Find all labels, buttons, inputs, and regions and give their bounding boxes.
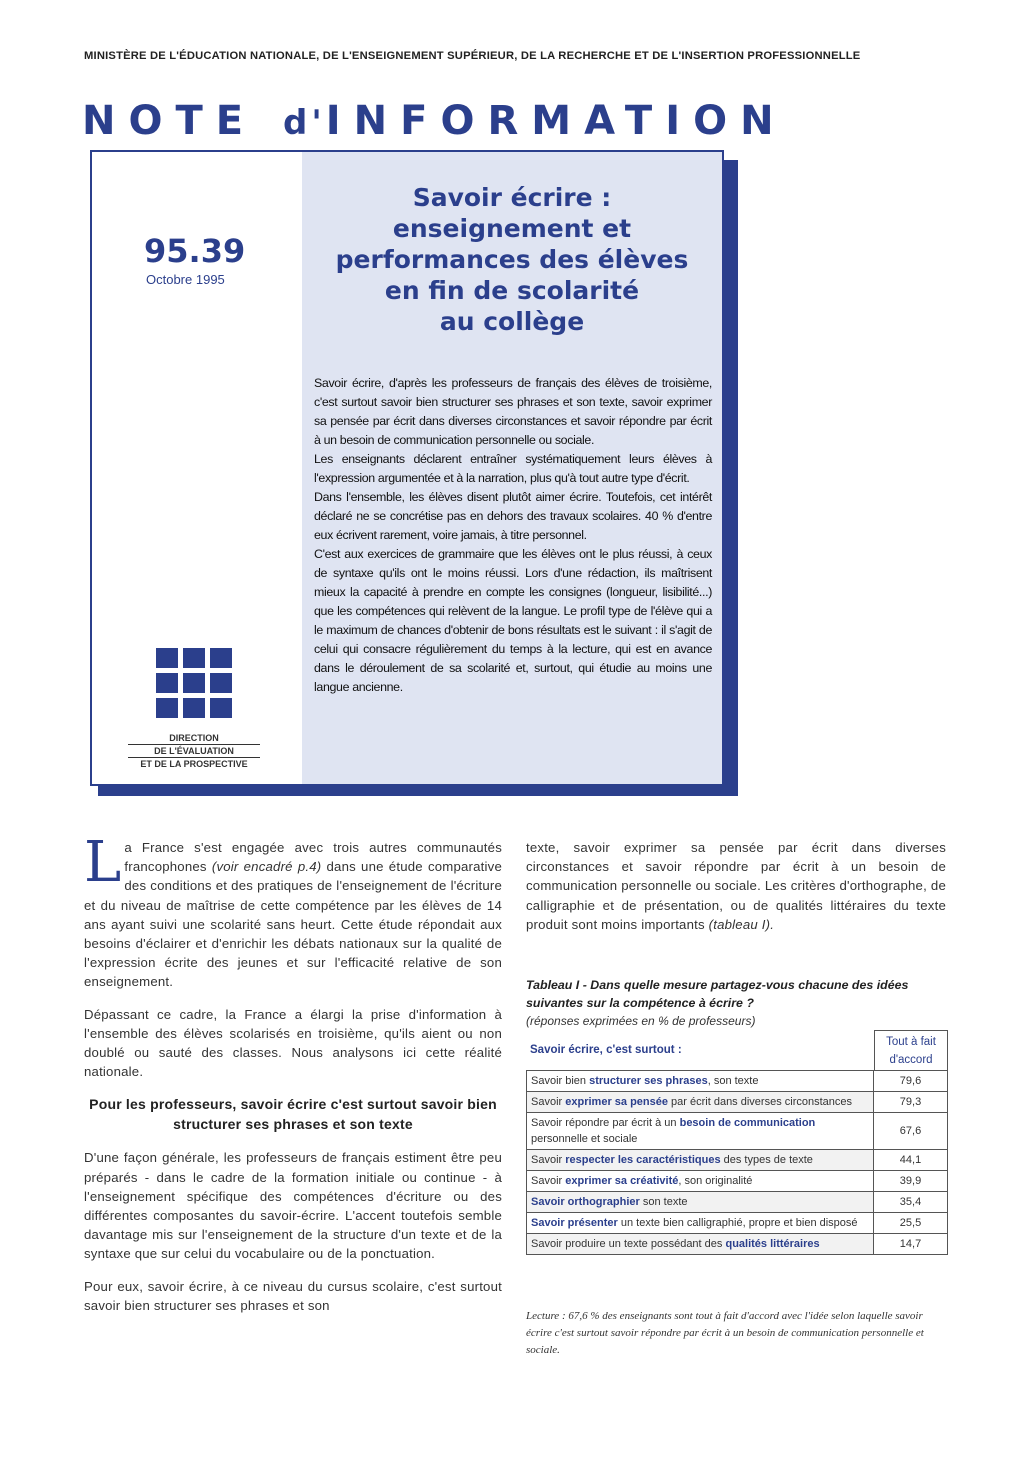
table-row	[526, 1171, 948, 1192]
table-row	[526, 1234, 948, 1255]
cover-box	[90, 150, 724, 786]
title-line: enseignement et	[392, 214, 632, 243]
department-line: DIRECTION	[128, 732, 260, 745]
table-body	[526, 1070, 948, 1255]
dep-logo	[156, 648, 232, 720]
column-header-line: Tout à fait	[886, 1036, 936, 1048]
column-header-line: d'accord	[889, 1054, 933, 1066]
cell-text: Savoir bien	[531, 1075, 590, 1087]
department-name	[128, 732, 260, 770]
body-paragraph	[526, 838, 946, 934]
table-cell-label	[527, 1213, 874, 1233]
cell-text: , son originalité	[678, 1175, 753, 1187]
table-cell-label	[527, 1113, 874, 1149]
table-cell-value: 14,7	[899, 1238, 922, 1250]
table-subtitle: (réponses exprimées en % de professeurs)	[526, 1014, 756, 1028]
masthead-note: NOTE	[82, 98, 257, 144]
cell-text: un texte bien calligraphié, propre et bien disposé	[617, 1217, 858, 1229]
table-row	[526, 1192, 948, 1213]
cell-highlight: structurer ses phrases	[589, 1075, 708, 1087]
table-cell-value: 39,9	[899, 1175, 922, 1187]
cell-text: Savoir	[531, 1175, 566, 1187]
table-cell-label	[527, 1171, 874, 1191]
table-reference: (tableau I).	[708, 916, 775, 932]
table-row	[526, 1150, 948, 1171]
table-cell-value: 79,3	[899, 1096, 922, 1108]
table-cell-label	[527, 1092, 874, 1112]
table-cell-value: 35,4	[899, 1196, 922, 1208]
body-text: texte, savoir exprimer sa pensée par écrit dans diverses circonstances et savoir répondre par écrit à un besoin de communication personnelle ou sociale. Les critères d'orthographe, de calligraphie et de présentation, ou de qualités littéraires du texte produit sont moins importants	[526, 840, 946, 932]
summary	[314, 374, 712, 697]
cell-text: personnelle et sociale	[531, 1133, 638, 1145]
cell-text: son texte	[639, 1196, 688, 1208]
note-number: 95.39	[144, 232, 246, 270]
body-paragraph: D'une façon générale, les professeurs de français estiment être peu préparés - dans le cadre de la formation initiale ou continue - à l'enseignement spécifique des compétences d'écriture ou des différentes composantes du savoir-écrire. L'accent toutefois semble davantage mis sur l'enseignement de la structure d'un texte et de la syntaxe que sur celui du vocabulaire ou de la ponctuation.	[84, 1150, 502, 1262]
title-line: en fin de scolarité	[384, 276, 640, 305]
ministry-header: MINISTÈRE DE L'ÉDUCATION NATIONALE, DE L'ENSEIGNEMENT SUPÉRIEUR, DE LA RECHERCHE ET DE L'INSERTION PROFESSIONNELLE	[84, 50, 861, 62]
cell-text: Savoir répondre par écrit à un	[531, 1117, 680, 1129]
masthead-d: d'	[283, 103, 326, 143]
cell-highlight: Savoir présenter	[531, 1217, 618, 1229]
table-cell-label	[527, 1234, 874, 1254]
cell-text: par écrit dans diverses circonstances	[667, 1096, 853, 1108]
table-cell-value: 25,5	[899, 1217, 922, 1229]
cell-highlight: exprimer sa pensée	[565, 1096, 668, 1108]
table-row	[526, 1070, 948, 1092]
table-cell-value: 67,6	[899, 1125, 922, 1137]
masthead	[82, 98, 787, 144]
summary-paragraph: Les enseignants déclarent entraîner systématiquement leurs élèves à l'expression argumentée et à la narration, plus qu'à tout autre type d'écrit.	[314, 452, 712, 485]
body-paragraph: Dépassant ce cadre, la France a élargi la prise d'information à l'ensemble des élèves scolarisés en troisième, qu'ils aient ou non doublé ou sauté des classes. Nous analysons ici cette réalité nationale.	[84, 1006, 502, 1080]
department-line: DE L'ÉVALUATION	[128, 745, 260, 758]
title-line: performances des élèves	[335, 245, 689, 274]
table-row	[526, 1213, 948, 1234]
intro-text: a France s'est engagée avec trois autres communautés francophones	[124, 840, 502, 875]
cell-highlight: exprimer sa créativité	[565, 1175, 679, 1187]
title-line: au collège	[439, 307, 585, 336]
summary-paragraph: Dans l'ensemble, les élèves disent plutôt aimer écrire. Toutefois, cet intérêt déclaré ne se concrétise pas en dehors des travaux scolaires. 40 % d'entre eux écrivent rarement, voire jamais, à titre personnel.	[314, 490, 712, 542]
cell-highlight: besoin de communication	[679, 1117, 816, 1129]
intro-text-continued: dans une étude comparative des conditions et des pratiques de l'enseignement de l'écriture et du niveau de maîtrise de cette compétence par les élèves de 14 ans ayant suivi une scolarité sans heurt. Cette étude répondait aux besoins d'éclairer et d'enrichir les débats nationaux sur la qualité de l'expression écrite des jeunes et sur l'efficacité relative de son enseignement.	[84, 859, 502, 990]
table-cell-label	[527, 1192, 874, 1212]
table-caption: Lecture : 67,6 % des enseignants sont tout à fait d'accord avec l'idée selon laquelle savoir écrire c'est surtout savoir répondre par écrit à un besoin de communication personnelle et sociale.	[526, 1310, 924, 1356]
body-column-left	[84, 830, 502, 1328]
column-header	[874, 1030, 948, 1070]
cell-text: Savoir produire un texte possédant des	[531, 1238, 726, 1250]
cell-text: , son texte	[707, 1075, 759, 1087]
cover-left-panel	[92, 152, 302, 784]
summary-paragraph: Savoir écrire, d'après les professeurs de français des élèves de troisième, c'est surtout savoir bien structurer ses phrases et son texte, savoir exprimer sa pensée par écrit dans diverses circonstances et savoir répondre par écrit à un besoin de communication personnelle ou sociale.	[314, 376, 712, 447]
box-reference: (voir encadré p.4)	[211, 859, 322, 875]
intro-paragraph	[84, 830, 502, 992]
table-title: Tableau I - Dans quelle mesure partagez-vous chacune des idées suivantes sur la compétence à écrire ?	[526, 978, 909, 1010]
table-cell-label	[527, 1071, 874, 1091]
note-date: Octobre 1995	[146, 272, 225, 287]
table-row	[526, 1113, 948, 1150]
cover-right-panel	[302, 152, 722, 784]
title-line: Savoir écrire :	[412, 183, 612, 212]
table-cell-value: 79,6	[899, 1075, 922, 1087]
body-paragraph: Pour eux, savoir écrire, à ce niveau du cursus scolaire, c'est surtout savoir bien structurer ses phrases et son	[84, 1278, 502, 1313]
table-header	[526, 1030, 948, 1070]
table-cell-value: 44,1	[899, 1154, 922, 1166]
cell-highlight: Savoir orthographier	[531, 1196, 640, 1208]
department-line: ET DE LA PROSPECTIVE	[140, 759, 248, 769]
table-row	[526, 1092, 948, 1113]
document-title	[316, 182, 708, 337]
data-table	[526, 1030, 948, 1255]
section-heading: Pour les professeurs, savoir écrire c'est surtout savoir bien structurer ses phrases et son texte	[89, 1096, 497, 1133]
table-cell-label	[527, 1150, 874, 1170]
cell-highlight: respecter les caractéristiques	[565, 1154, 721, 1166]
dropcap: L	[84, 830, 122, 895]
row-header: Savoir écrire, c'est surtout :	[530, 1044, 682, 1056]
body-column-right	[526, 838, 946, 947]
cell-highlight: qualités littéraires	[725, 1238, 820, 1250]
cell-text: Savoir	[531, 1096, 566, 1108]
masthead-information: INFORMATION	[325, 98, 787, 144]
cell-text: Savoir	[531, 1154, 566, 1166]
cell-text: des types de texte	[720, 1154, 813, 1166]
summary-paragraph: C'est aux exercices de grammaire que les élèves ont le plus réussi, à ceux de syntaxe qu'ils ont le moins réussi. Lors d'une rédaction, ils maîtrisent mieux la capacité à prendre en compte les consignes (longueur, lisibilité...) que les compétences qui relèvent de la langue. Le profil type de l'élève qui a le maximum de chances d'obtenir de bons résultats est le suivant : il s'agit de celui qui consacre régulièrement du temps à la lecture, qui est en avance dans le déroulement de sa scolarité et, surtout, qui étudie au moins une langue ancienne.	[314, 547, 712, 694]
